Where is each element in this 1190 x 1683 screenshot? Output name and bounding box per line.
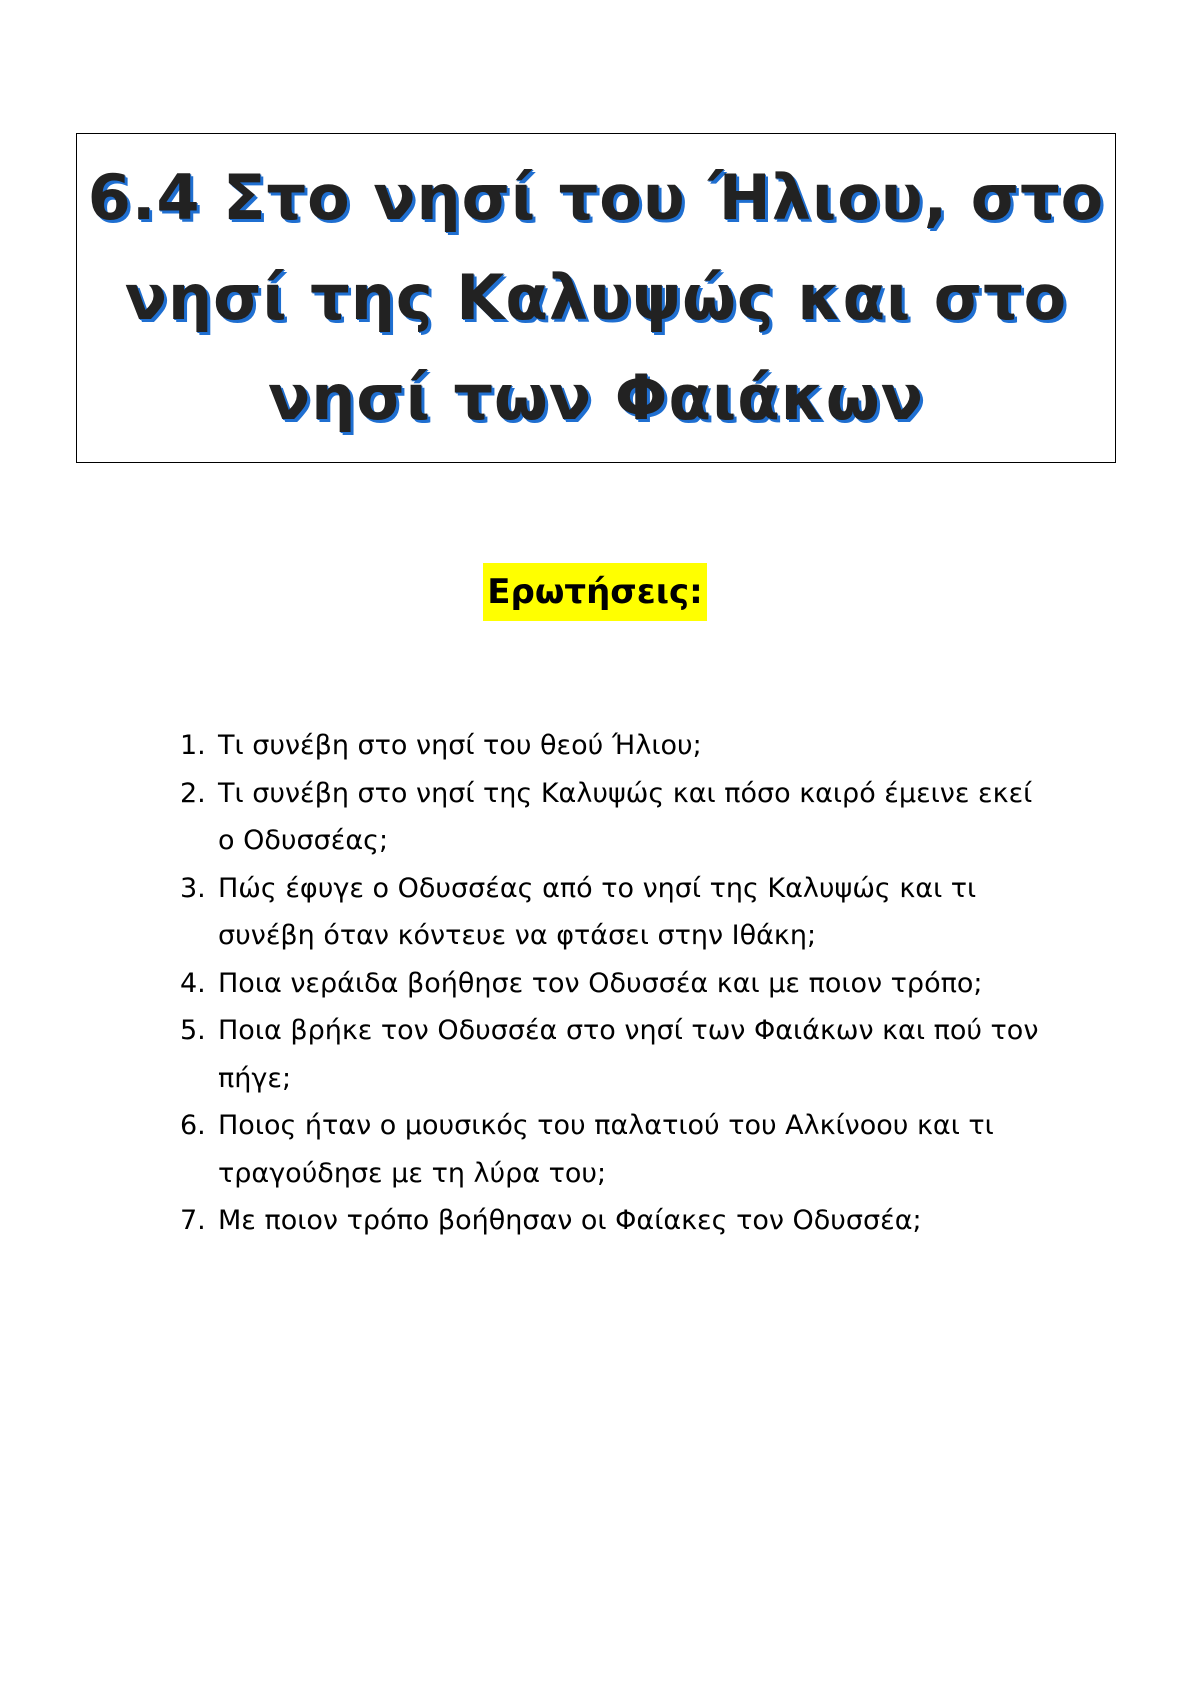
question-item: [180, 1007, 1040, 1102]
title-box: [76, 133, 1116, 463]
question-item: [180, 865, 1040, 960]
question-number: 6.: [180, 1110, 206, 1141]
question-number: 5.: [180, 1015, 206, 1046]
title-line-3: νησί των Φαιάκων: [268, 361, 924, 434]
question-number: 4.: [180, 967, 206, 999]
question-text: Ποια βρήκε τον Οδυσσέα στο νησί των Φαιάκων και πού τον πήγε;: [218, 1015, 1039, 1094]
question-number: 1.: [180, 730, 206, 761]
question-item: [180, 770, 1040, 865]
question-text: Πώς έφυγε ο Οδυσσέας από το νησί της Καλυψώς και τι συνέβη όταν κόντευε να φτάσει στην Ιθάκη;: [218, 872, 977, 951]
title-line-2: νησί της Καλυψώς και στο: [124, 261, 1068, 334]
question-item: [180, 1197, 1040, 1245]
section-heading: Ερωτήσεις:: [483, 563, 706, 621]
title-line-1: 6.4 Στο νησί του Ήλιου, στο: [87, 161, 1105, 234]
questions-list: [180, 722, 1040, 1245]
question-item: [180, 1102, 1040, 1197]
question-text: Τι συνέβη στο νησί του θεού Ήλιου;: [218, 730, 702, 761]
question-text: Ποια νεράιδα βοήθησε τον Οδυσσέα και με ποιον τρόπο;: [218, 967, 983, 999]
question-text: Ποιος ήταν ο μουσικός του παλατιού του Αλκίνοου και τι τραγούδησε με τη λύρα του;: [218, 1110, 994, 1189]
question-item: [180, 960, 1040, 1008]
question-number: 2.: [180, 777, 206, 809]
question-number: 3.: [180, 872, 206, 904]
question-number: 7.: [180, 1205, 206, 1236]
section-heading-container: [0, 563, 1190, 621]
question-text: Τι συνέβη στο νησί της Καλυψώς και πόσο καιρό έμεινε εκεί ο Οδυσσέας;: [218, 777, 1033, 856]
question-text: Με ποιον τρόπο βοήθησαν οι Φαίακες τον Οδυσσέα;: [218, 1205, 922, 1236]
question-item: [180, 722, 1040, 770]
